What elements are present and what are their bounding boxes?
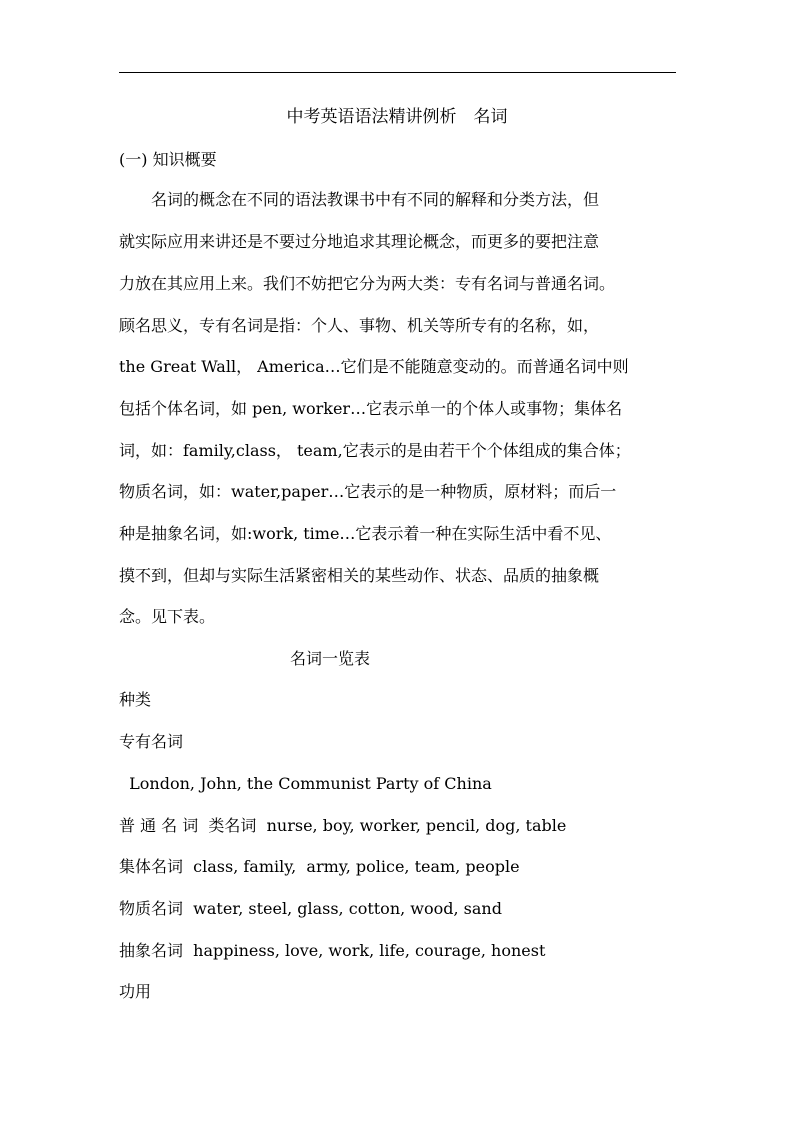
paragraph-line: 种是抽象名词，如:work, time…它表示着一种在实际生活中看不见、: [119, 524, 612, 543]
table-line: 功用: [119, 982, 152, 1001]
paragraph-line: 摸不到，但却与实际生活紧密相关的某些动作、状态、品质的抽象概: [119, 566, 600, 585]
paragraph-line: 物质名词，如：water,paper…它表示的是一种物质，原材料；而后一: [119, 482, 617, 501]
table-line: 物质名词 water, steel, glass, cotton, wood, sand: [119, 899, 502, 918]
table-line: 集体名词 class, family, army, police, team, people: [119, 857, 520, 876]
header-rule: [119, 72, 676, 73]
table-title: 名词一览表: [290, 649, 371, 668]
paragraph-line: 顾名思义，专有名词是指：个人、事物、机关等所专有的名称，如，: [119, 316, 600, 335]
document-title: 中考英语语法精讲例析 名词: [286, 107, 508, 127]
table-line: 抽象名词 happiness, love, work, life, courage, honest: [119, 941, 546, 960]
paragraph-line: the Great Wall， America…它们是不能随意变动的。而普通名词中则: [119, 357, 629, 376]
table-line: 种类: [119, 690, 152, 709]
paragraph-line: 名词的概念在不同的语法教课书中有不同的解释和分类方法，但: [119, 190, 600, 209]
paragraph-line: 就实际应用来讲还是不要过分地追求其理论概念，而更多的要把注意: [119, 232, 600, 251]
section-heading: (一) 知识概要: [119, 150, 217, 169]
table-line: 专有名词: [119, 732, 184, 751]
paragraph-line: 包括个体名词，如 pen, worker…它表示单一的个体人或事物；集体名: [119, 399, 623, 418]
paragraph-line: 念。见下表。: [119, 607, 216, 626]
paragraph-line: 词，如：family,class， team,它表示的是由若干个个体组成的集合体；: [119, 441, 631, 460]
table-line: London, John, the Communist Party of China: [119, 774, 492, 793]
paragraph-line: 力放在其应用上来。我们不妨把它分为两大类：专有名词与普通名词。: [119, 274, 616, 293]
table-line: 普 通 名 词 类名词 nurse, boy, worker, pencil, dog, table: [119, 816, 567, 835]
